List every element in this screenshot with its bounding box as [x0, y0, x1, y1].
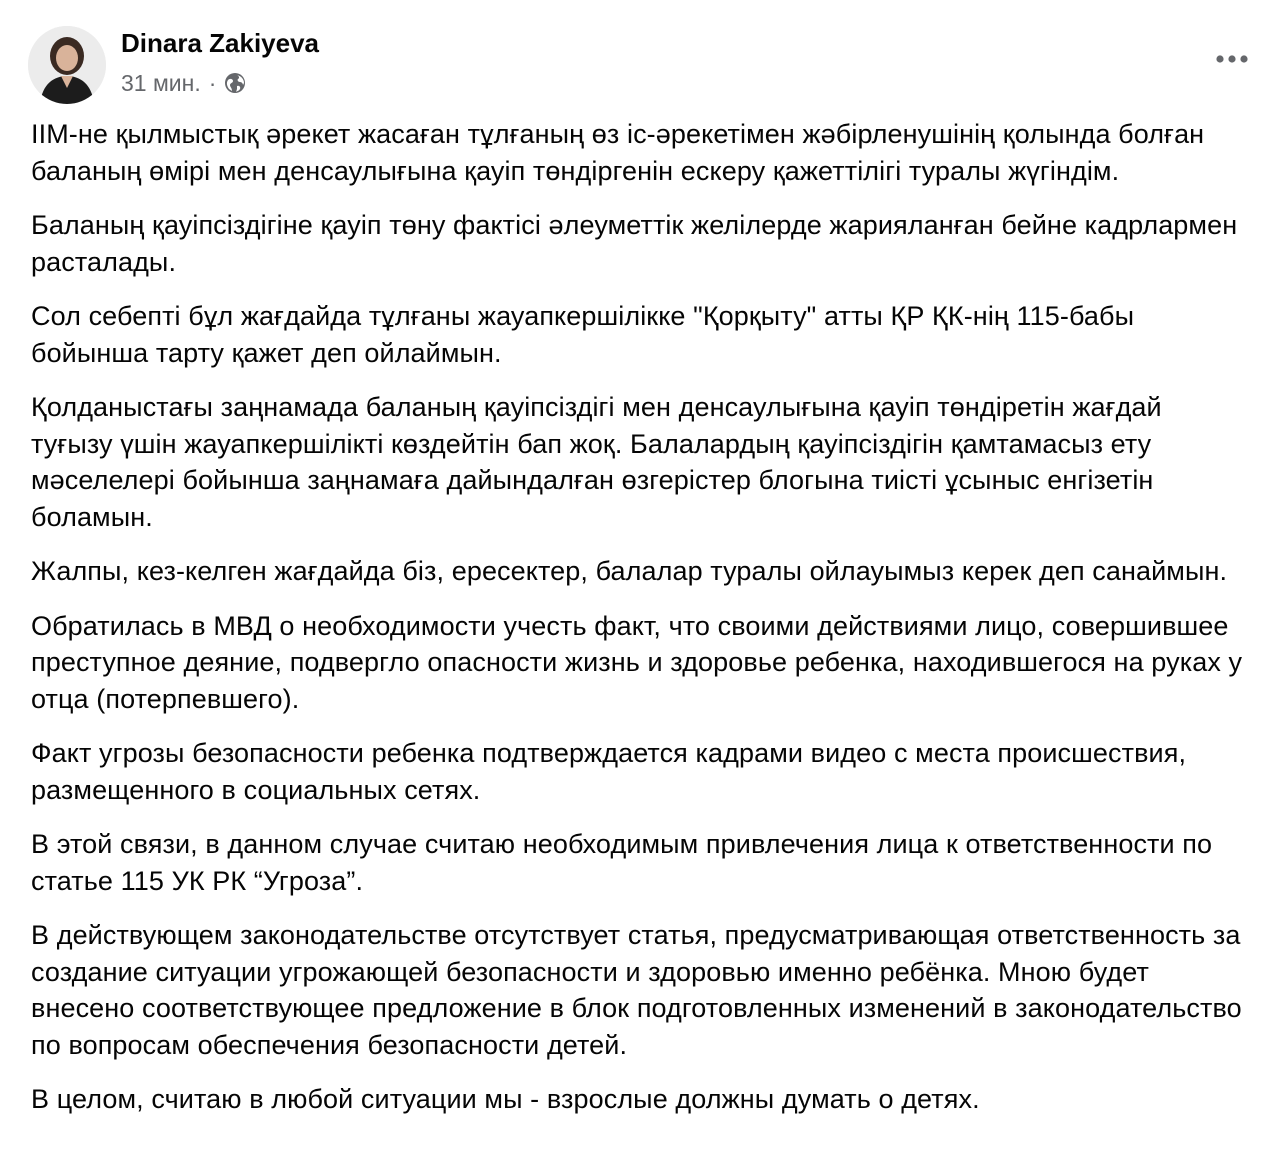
- post-paragraph: В этой связи, в данном случае считаю необходимым привлечения лица к ответственности по статье 115 УК РК “Угроза”.: [31, 829, 1213, 896]
- post-meta: [121, 68, 246, 98]
- author-avatar[interactable]: [28, 26, 106, 104]
- author-name[interactable]: Dinara Zakiyeva: [121, 28, 320, 58]
- post-paragraph: Сол себепті бұл жағдайда тұлғаны жауапкершілікке "Қорқыту" атты ҚР ҚК-нің 115-бабы бойынша тарту қажет деп ойлаймын.: [31, 301, 1135, 368]
- post-header: [28, 24, 1252, 106]
- post-paragraph: В целом, считаю в любой ситуации мы - взрослые должны думать о детях.: [31, 1084, 980, 1114]
- meta-separator: ·: [208, 69, 217, 96]
- post-time[interactable]: 31 мин.: [121, 69, 201, 96]
- avatar-photo-icon: [28, 26, 106, 104]
- post-paragraph: Обратилась в МВД о необходимости учесть факт, что своими действиями лицо, совершившее преступное деяние, подвергло опасности жизнь и здоровье ребенка, находившегося на руках у отца (потерпевшего).: [31, 610, 1243, 714]
- more-options-button[interactable]: [1212, 44, 1252, 74]
- post-paragraph: ІІМ-не қылмыстық әрекет жасаған тұлғаның өз іс-әрекетімен жәбірленушінің қолында болған баланың өмірі мен денсаулығына қауіп төндіргенін ескеру қажеттілігі туралы жүгіндім.: [31, 119, 1205, 186]
- globe-icon[interactable]: [224, 72, 246, 94]
- post-paragraph: В действующем законодательстве отсутствует статья, предусматривающая ответственность за создание ситуации угрожающей безопасности и здоровью именно ребёнка. Мною будет внесено соответствующее предложение в блок подготовленных изменений в законодательство по вопросам обеспечения безопасности детей.: [31, 920, 1242, 1060]
- post-paragraph: Жалпы, кез-келген жағдайда біз, ересектер, балалар туралы ойлауымыз керек деп санаймын.: [31, 556, 1228, 586]
- post-text: [31, 116, 1246, 1136]
- post-paragraph: Қолданыстағы заңнамада баланың қауіпсіздігі мен денсаулығына қауіп төндіретін жағдай туғызу үшін жауапкершілікті көздейтін бап жоқ. Балалардың қауіпсіздігін қамтамасыз ету мәселелері бойынша заңнамаға дайындалған өзгерістер блогына тиісті ұсыныс енгізетін боламын.: [31, 392, 1162, 532]
- post-paragraph: Факт угрозы безопасности ребенка подтверждается кадрами видео с места происшествия, размещенного в социальных сетях.: [31, 738, 1187, 805]
- post-paragraph: Баланың қауіпсіздігіне қауіп төну фактісі әлеуметтік желілерде жарияланған бейне кадрлармен расталады.: [31, 210, 1238, 277]
- more-options-icon: [1216, 55, 1248, 63]
